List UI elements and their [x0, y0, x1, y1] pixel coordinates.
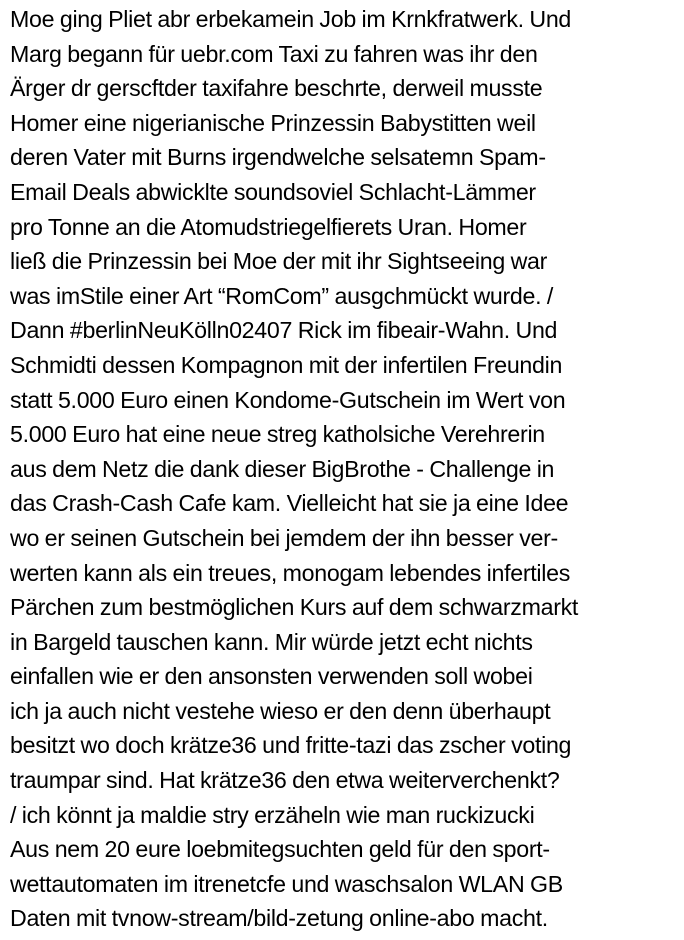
text-line: Moe ging Pliet abr erbekamein Job im Krnkfratwerk. Und	[10, 6, 572, 32]
body-text	[10, 2, 680, 936]
text-line: deren Vater mit Burns irgendwelche selsatemn Spam-	[10, 144, 546, 171]
text-line: statt 5.000 Euro einen Kondome-Gutschein im Wert von	[10, 386, 566, 413]
text-line: Aus nem 20 eure loebmitegsuchten geld für den sport-	[10, 836, 550, 863]
text-line: Dann #berlinNeuKölln02407 Rick im fibeair-Wahn. Und	[10, 317, 558, 344]
text-line: in Bargeld tauschen kann. Mir würde jetzt echt nichts	[10, 628, 533, 655]
text-line: einfallen wie er den ansonsten verwenden soll wobei	[10, 663, 533, 690]
text-line: was imStile einer Art “RomCom” ausgchmückt wurde. /	[10, 282, 554, 309]
text-line: Homer eine nigerianische Prinzessin Babystitten weil	[10, 109, 536, 136]
text-line: Schmidti dessen Kompagnon mit der infertilen Freundin	[10, 351, 563, 378]
text-line: Marg begann für uebr.com Taxi zu fahren was ihr den	[10, 40, 538, 67]
text-line: traumpar sind. Hat krätze36 den etwa weiterverchenkt?	[10, 767, 560, 794]
text-line: das Crash-Cash Cafe kam. Vielleicht hat sie ja eine Idee	[10, 490, 569, 517]
text-line: wettautomaten im itrenetcfe und waschsalon WLAN GB	[10, 870, 563, 897]
text-line: wo er seinen Gutschein bei jemdem der ihn besser ver-	[10, 524, 558, 551]
text-line: Ärger dr gerscftder taxifahre beschrte, derweil musste	[10, 75, 543, 102]
text-line: Daten mit tvnow-stream/bild-zetung online-abo macht.	[10, 905, 548, 932]
text-line: Pärchen zum bestmöglichen Kurs auf dem schwarzmarkt	[10, 594, 579, 621]
text-line: / ich könnt ja maldie stry erzäheln wie man ruckizucki	[10, 801, 535, 828]
text-line: Email Deals abwicklte soundsoviel Schlacht-Lämmer	[10, 178, 536, 205]
text-line: 5.000 Euro hat eine neue streg katholsiche Verehrerin	[10, 421, 545, 448]
text-line: pro Tonne an die Atomudstriegelfierets Uran. Homer	[10, 213, 527, 240]
text-line: besitzt wo doch krätze36 und fritte-tazi das zscher voting	[10, 732, 572, 759]
text-line: werten kann als ein treues, monogam lebendes infertiles	[10, 559, 571, 586]
text-line: aus dem Netz die dank dieser BigBrothe - Challenge in	[10, 455, 555, 482]
text-line: ich ja auch nicht vestehe wieso er den denn überhaupt	[10, 697, 551, 724]
text-line: ließ die Prinzessin bei Moe der mit ihr Sightseeing war	[10, 248, 548, 275]
